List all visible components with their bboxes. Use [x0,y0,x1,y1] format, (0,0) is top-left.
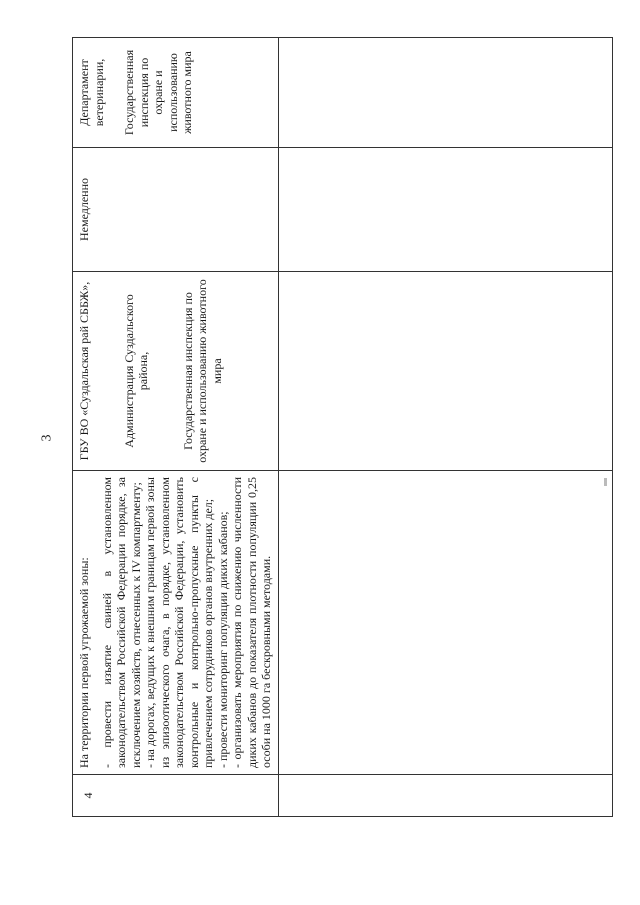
margin-mark [604,478,607,486]
rotated-table-frame [72,37,613,817]
measures-title: На территории первой угрожаемой зоны: [77,557,91,768]
control-org-1: Департамент ветеринарии, [77,58,106,127]
page-number: 3 [39,434,55,442]
spacer [106,44,122,141]
measures-item-1: - провести изъятие свиней в установленном законодательством Российской Федерации порядке, за исключением хозяйств, отнесенных к IV компартменту; [99,477,143,768]
cell-empty [278,471,613,775]
responsible-org-3: Государственная инспекция по охране и использованию животного мира [180,279,224,463]
measures-table-container [72,37,613,817]
measures-item-2: - на дорогах, ведущих к внешним границам первой зоны из эпизоотического очага, в порядке, установленном законодательством Российской Федерации, установить контрольные и контрольно-пропускные пункты с привлечением сотрудников органов внутренних дел; [143,477,215,768]
measures-item-4: - организовать мероприятия по снижению численности диких кабанов до показателя плотности популяции 0,25 особи на 1000 га бескровными методами. [230,477,273,768]
cell-empty [278,148,613,272]
responsible-org-2: Администрация Суздальского района, [121,294,150,448]
spacer [151,278,181,464]
cell-empty [278,775,613,817]
measures-table [72,37,613,817]
control-org-2: Государственная инспекция по охране и использованию животного мира [122,49,194,136]
cell-empty [278,38,613,148]
spacer [92,278,122,464]
measures-item-3: - провести мониторинг популяции диких кабанов; [215,511,230,768]
cell-row-number: 4 [73,775,279,817]
cell-deadline: Немедленно [73,148,279,272]
cell-measures [73,471,279,775]
table-row-top [73,38,279,817]
cell-control [73,38,279,148]
responsible-org-1: ГБУ ВО «Суздальская рай СББЖ», [77,281,91,461]
cell-responsible [73,272,279,471]
table-row-empty [278,38,613,817]
cell-empty [278,272,613,471]
